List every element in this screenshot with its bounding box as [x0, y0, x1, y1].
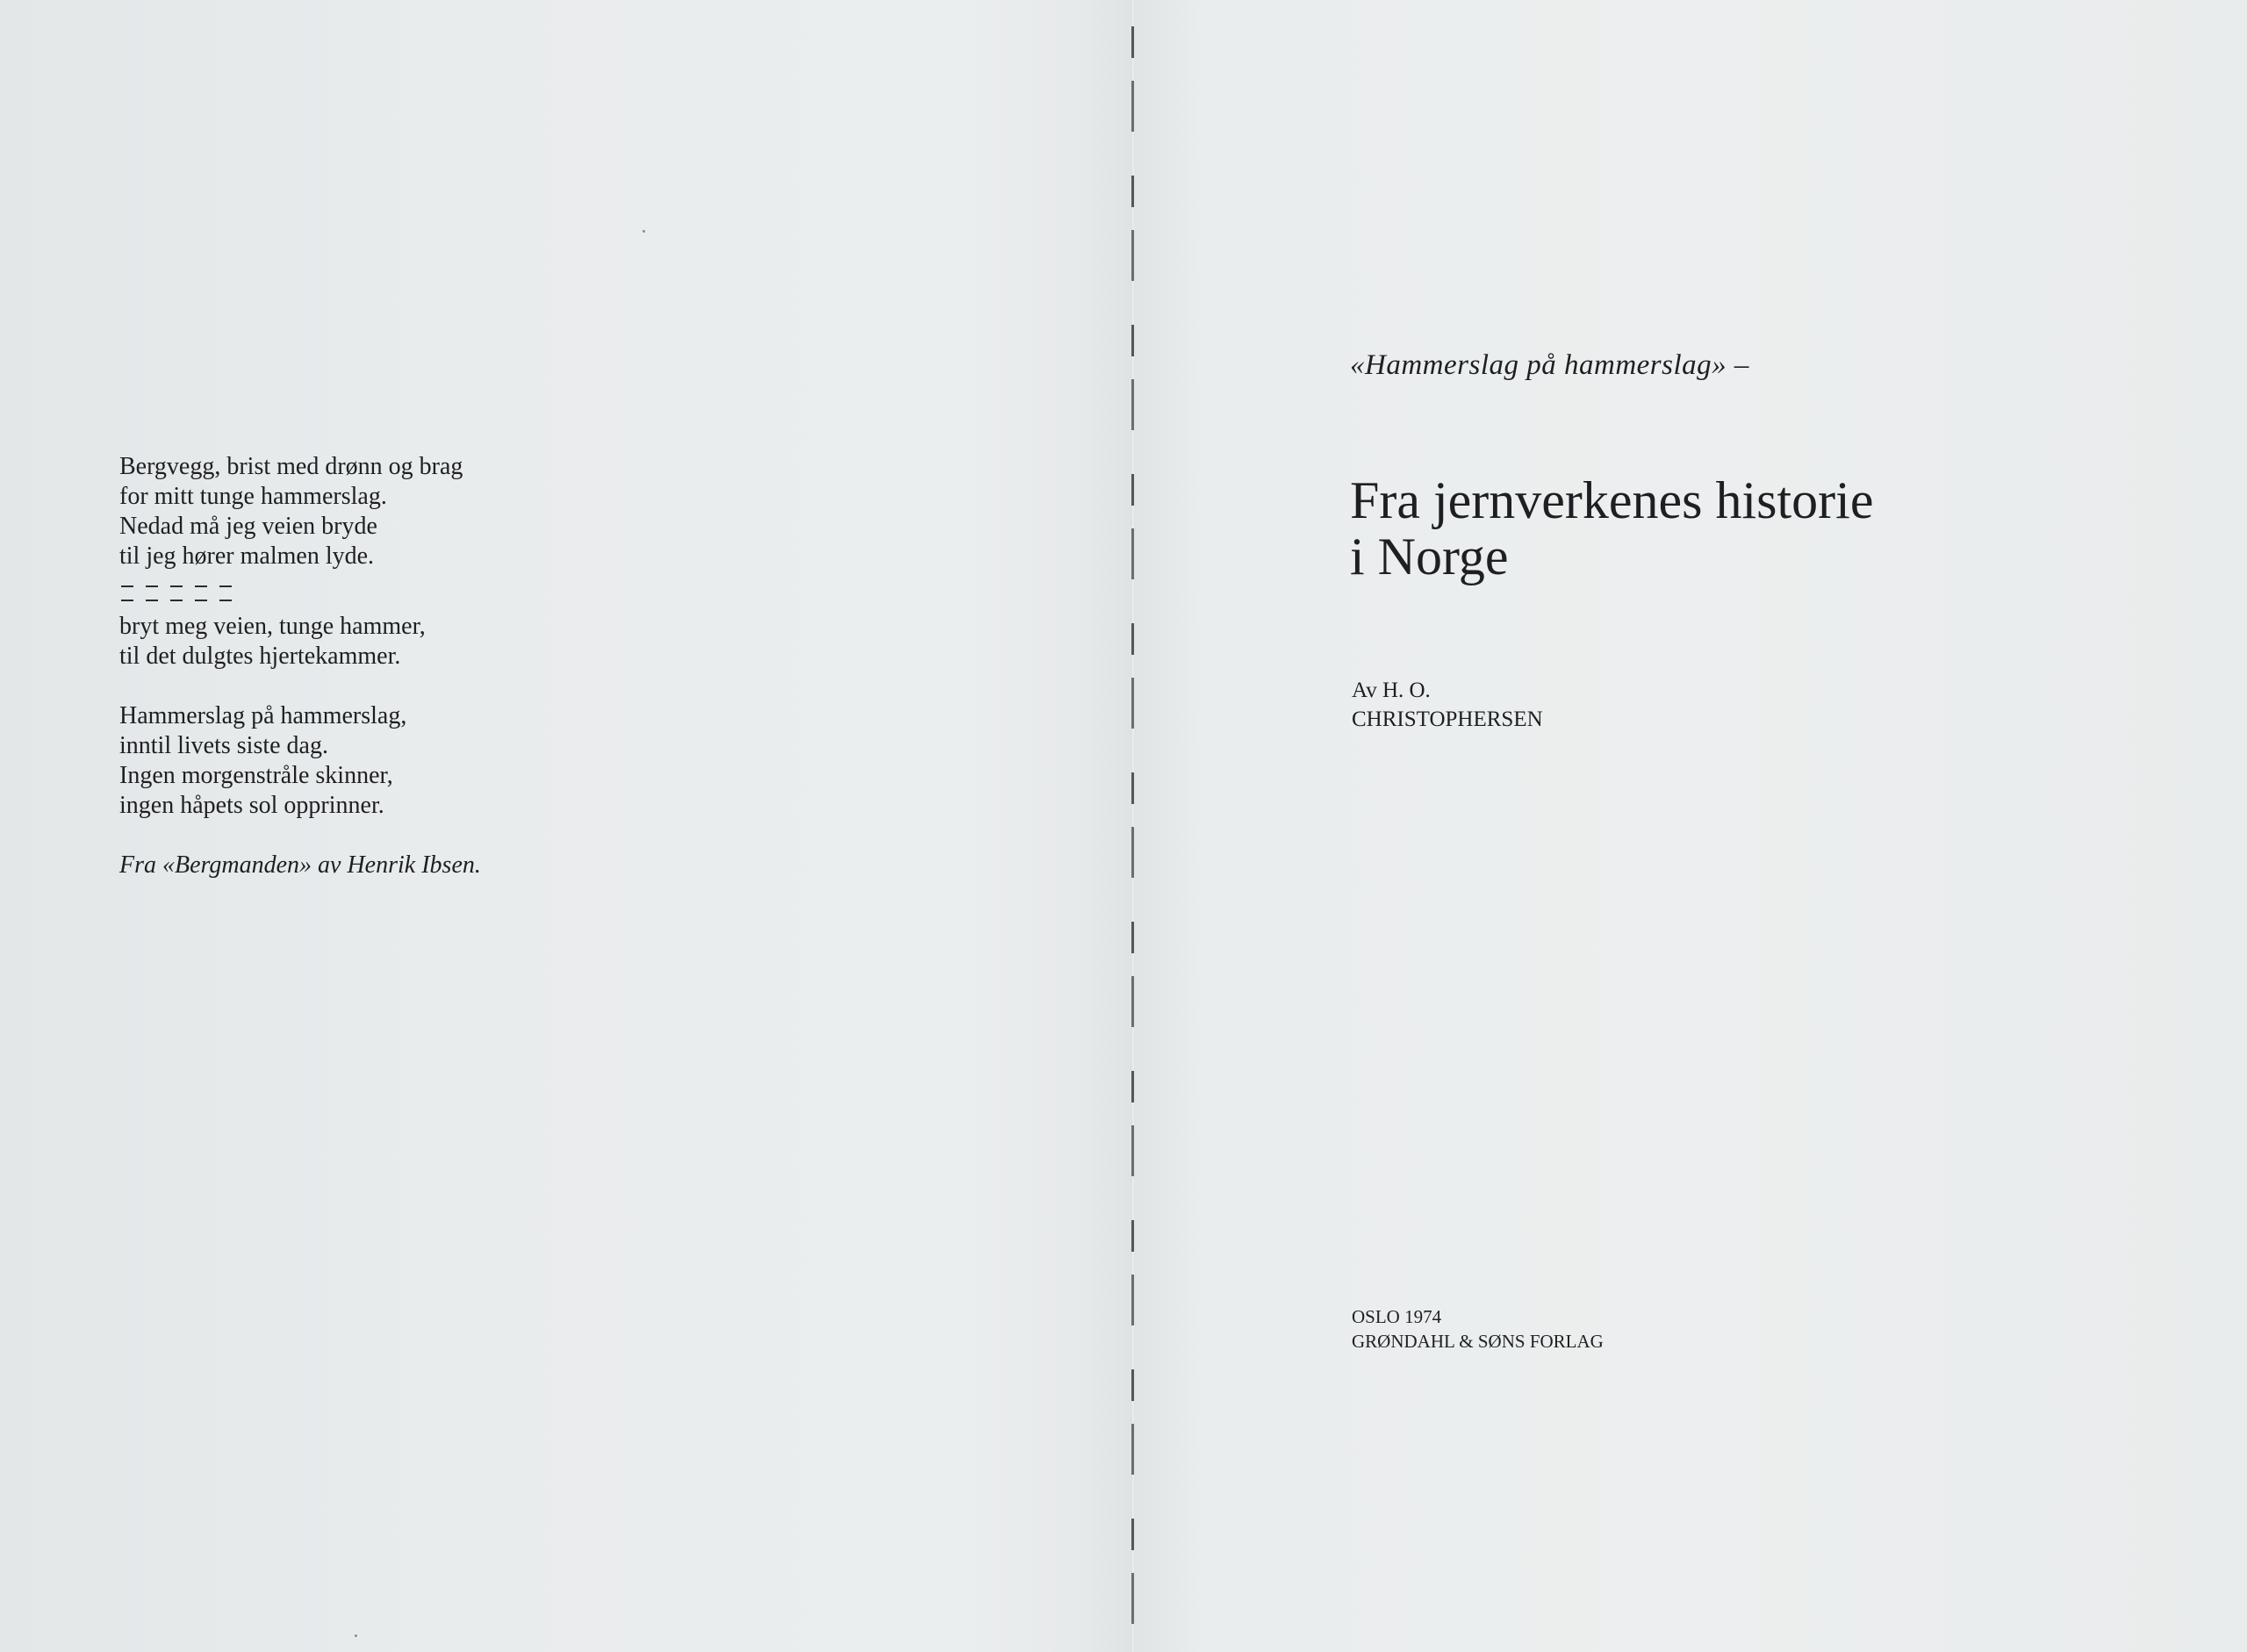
- epigraph-poem: [119, 452, 611, 880]
- poem-line: til det dulgtes hjertekammer.: [119, 643, 401, 670]
- poem-stanza: [119, 612, 611, 672]
- poem-attribution: Fra «Bergmanden» av Henrik Ibsen.: [119, 851, 481, 879]
- poem-line: Nedad må jeg veien bryde: [119, 513, 377, 540]
- poem-stanza: [119, 452, 611, 571]
- ellipsis-dashes: [119, 573, 611, 612]
- poem-line: Bergvegg, brist med drønn og brag: [119, 453, 463, 480]
- poem-line: ingen håpets sol opprinner.: [119, 792, 384, 819]
- author-line: Av H. O.: [1352, 679, 1431, 702]
- poem-line: inntil livets siste dag.: [119, 732, 328, 759]
- poem-line: bryt meg veien, tunge hammer,: [119, 613, 426, 640]
- publisher-name: GRØNDAHL & SØNS FORLAG: [1352, 1331, 1604, 1352]
- book-author: [1352, 676, 1543, 734]
- place-year: OSLO 1974: [1352, 1306, 1442, 1327]
- title-line: i Norge: [1350, 528, 1509, 585]
- poem-line: for mitt tunge hammerslag.: [119, 483, 387, 510]
- book-subtitle: «Hammerslag på hammerslag» –: [1350, 349, 1749, 381]
- poem-line: til jeg hører malmen lyde.: [119, 542, 375, 570]
- right-page: [1134, 0, 2247, 1652]
- publisher-imprint: [1352, 1304, 1604, 1354]
- book-title: [1350, 472, 1873, 585]
- poem-line: Hammerslag på hammerslag,: [119, 702, 407, 729]
- title-line: Fra jernverkenes historie: [1350, 471, 1874, 529]
- poem-stanza: [119, 701, 611, 821]
- poem-line: Ingen morgenstråle skinner,: [119, 762, 393, 789]
- author-name: CHRISTOPHERSEN: [1352, 707, 1543, 731]
